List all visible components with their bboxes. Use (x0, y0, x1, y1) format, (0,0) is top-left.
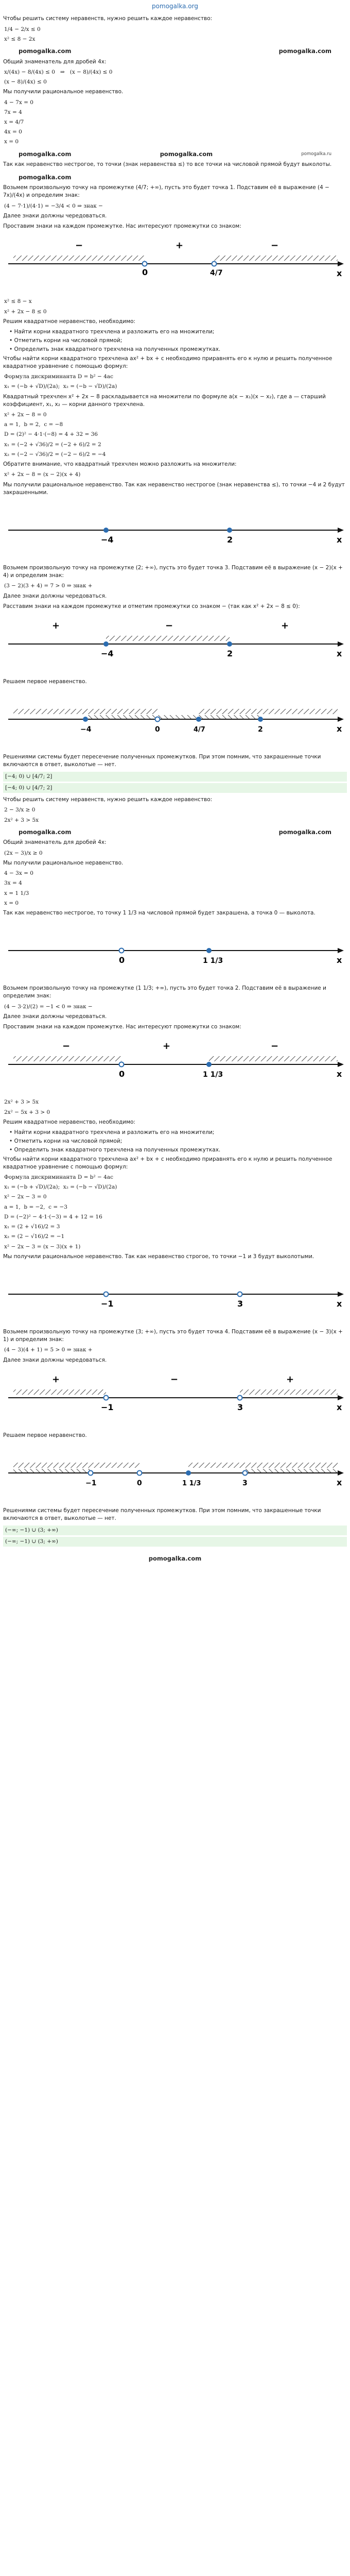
footer-watermark (3, 1550, 347, 1570)
watermark-row (3, 172, 347, 183)
sign-label: + (176, 240, 184, 251)
equation: x² + 2x − 8 = 0 (4, 411, 47, 418)
axis-arrow (338, 641, 344, 647)
answer: [−4; 0) ∪ [4/7; 2] (3, 772, 347, 782)
step-text: Чтобы найти корни квадратного трехчлена ax² + bx + c необходимо приравнять его к нулю и решить полученное квадратное уравнение с помощью формул: (3, 1156, 332, 1170)
number-line-1 (3, 233, 347, 294)
axis-arrow (338, 948, 344, 953)
step-text: Проставим знаки на каждом промежутке. Нас интересуют промежутки со знаком: (3, 223, 241, 230)
open-point (89, 1471, 93, 1476)
answer: (−∞; −1) ∪ (3; +∞) (3, 1537, 347, 1547)
watermark: pomogalka.com (160, 150, 213, 158)
filled-point (206, 948, 212, 953)
system-line-2: 2x² + 3 > 5x (4, 817, 39, 823)
hatch-region (85, 715, 260, 719)
point-label: 3 (237, 1402, 243, 1412)
number-line-4 (3, 688, 347, 749)
answer: [−4; 0) ∪ [4/7; 2] (3, 783, 347, 793)
point-label: 1 1/3 (203, 1071, 223, 1079)
equation: (4 − 3)(4 + 1) = 5 > 0 ⇒ знак + (4, 1347, 93, 1353)
axis-label: x (337, 724, 342, 734)
step-text: Далее знаки должны чередоваться. (3, 212, 107, 219)
watermark-row (3, 45, 347, 57)
equation: 7x = 4 (4, 109, 22, 115)
point-label: 0 (119, 955, 125, 965)
watermark: pomogalka.com (278, 828, 331, 836)
watermark: pomogalka.com (19, 47, 72, 55)
step-text: Решим квадратное неравенство, необходимо: (3, 318, 135, 325)
sign-label: + (281, 620, 289, 632)
equation: x² + 2x − 8 ≤ 0 (4, 308, 47, 315)
number-line-svg (3, 1367, 347, 1428)
step-text: Далее знаки должны чередоваться. (3, 1013, 107, 1020)
open-point (238, 1292, 242, 1297)
intro-text: Чтобы решить систему неравенств, нужно решить каждое неравенство: (3, 15, 213, 22)
step-text: Решим квадратное неравенство, необходимо: (3, 1118, 135, 1125)
step-text: Так как неравенство нестрогое, то точку 1 1/3 на числовой прямой будет закрашена, а точка 0 — выколота. (3, 909, 316, 916)
equation: 2x² − 5x + 3 > 0 (4, 1109, 50, 1115)
point-label: 0 (119, 1069, 125, 1079)
equation: (2x − 3)/x ≥ 0 (4, 850, 43, 856)
filled-point (103, 641, 109, 647)
number-line-svg (3, 688, 347, 749)
equation: x = 0 (4, 900, 19, 906)
hatch-region (13, 256, 145, 261)
watermark: pomogalka.com (19, 150, 72, 158)
step-text: Решаем первое неравенство. (3, 679, 87, 685)
number-line-9 (3, 1442, 347, 1503)
point-label: 4/7 (194, 726, 205, 734)
sign-label: − (75, 240, 83, 251)
step-text: Обратите внимание, что квадратный трехчлен можно разложить на множители: (3, 461, 237, 468)
point-label: 2 (227, 649, 233, 659)
bullet-item: • Определить знак квадратного трехчлена на полученных промежутках. (9, 1146, 347, 1154)
point-label: 3 (242, 1479, 248, 1488)
number-line-7 (3, 1263, 347, 1324)
system-line-1: 2 − 3/x ≥ 0 (4, 807, 36, 814)
point-label: 3 (237, 1299, 243, 1309)
hatch-region (106, 636, 230, 641)
point-label: 2 (258, 725, 263, 734)
sign-label: − (165, 620, 173, 632)
axis-arrow (338, 1062, 344, 1067)
axis-label: x (337, 534, 342, 545)
hatch-region (13, 709, 157, 714)
equation: (4 − 7·1)/(4·1) = −3/4 < 0 ⇒ знак − (4, 202, 103, 209)
equation: x² + 2x − 8 = (x − 2)(x + 4) (4, 471, 81, 478)
hatch-region (209, 1056, 338, 1061)
equation: x₁ = (−2 + √36)/2 = (−2 + 6)/2 = 2 (4, 441, 101, 448)
filled-point (258, 717, 263, 722)
hatch-region (245, 1469, 338, 1473)
point-label: −4 (101, 649, 114, 659)
filled-point (83, 717, 88, 722)
axis-arrow (338, 1470, 344, 1476)
formula: Формула дискриминанта D = b² − 4ac (4, 1174, 113, 1181)
sign-label: + (163, 1041, 171, 1052)
hatch-region (240, 1389, 338, 1395)
equation: (x − 8)/(4x) ≤ 0 (4, 79, 47, 86)
axis-arrow (338, 1292, 344, 1297)
axis-arrow (338, 1395, 344, 1400)
filled-point (206, 1062, 212, 1067)
bullet-item: • Отметить корни на числовой прямой; (9, 1138, 347, 1145)
hatch-region (13, 1389, 106, 1395)
bullet-item: • Определить знак квадратного трехчлена на полученных промежутках. (9, 346, 347, 353)
point-label: −4 (101, 534, 114, 545)
equation: D = (−2)² − 4·1·(−3) = 4 + 12 = 16 (4, 1213, 102, 1220)
equation: x² − 2x − 3 = 0 (4, 1194, 47, 1200)
formula: x₁ = (−b + √D)/(2a); x₂ = (−b − √D)/(2a) (4, 1184, 117, 1191)
watermark: pomogalka.com (148, 1554, 202, 1562)
equation: x₁ = (2 + √16)/2 = 3 (4, 1224, 60, 1230)
equation: (3 − 2)(3 + 4) = 7 > 0 ⇒ знак + (4, 583, 93, 589)
solution-part-2 (3, 796, 347, 1547)
point-label: 1 1/3 (182, 1480, 201, 1488)
open-point (137, 1471, 142, 1476)
step-text: Далее знаки должны чередоваться. (3, 1357, 107, 1363)
point-label: 2 (227, 534, 233, 545)
equation: x² ≤ 8 − x (4, 298, 32, 305)
hatch-region (188, 1463, 338, 1468)
equation: a = 1, b = 2, c = −8 (4, 421, 63, 428)
formula: x₁ = (−b + √D)/(2a); x₂ = (−b − √D)/(2a) (4, 383, 117, 390)
step-text: Общий знаменатель для дробей 4x: (3, 839, 107, 846)
system-line-2: x² ≤ 8 − 2x (4, 36, 36, 42)
step-text: Далее знаки должны чередоваться. (3, 592, 107, 599)
hatch-region (13, 1463, 139, 1468)
number-line-8 (3, 1367, 347, 1428)
sign-label: − (271, 1041, 279, 1052)
step-text: Возьмем произвольную точку на промежутке (2; +∞), пусть это будет точка 3. Подставим её в выражение (x − 2)(x + 4) и определим знак: (3, 564, 343, 579)
system-line-1: 1/4 − 2/x ≤ 0 (4, 26, 41, 32)
equation: (4 − 3·2)/(2) = −1 < 0 ⇒ знак − (4, 1003, 93, 1010)
sign-label: − (271, 240, 279, 251)
hatch-region (13, 1469, 91, 1473)
open-point (119, 948, 124, 953)
step-text: Квадратный трехчлен x² + 2x − 8 раскладывается на множители по формуле a(x − x₁)(x − x₂), где a — старший коэффициент, x₁, x₂ — корни данного трехчлена. (3, 393, 326, 408)
point-label: 4/7 (210, 269, 223, 278)
point-label: −4 (80, 725, 92, 734)
number-line-svg (3, 1263, 347, 1324)
bullet-item: • Отметить корни на числовой прямой; (9, 337, 347, 345)
filled-point (186, 1470, 191, 1476)
intro-text: Чтобы решить систему неравенств, нужно решить каждое неравенство: (3, 796, 213, 803)
sign-label: + (52, 1374, 60, 1385)
open-point (243, 1471, 248, 1476)
point-label: 0 (142, 267, 148, 278)
equation: x₂ = (2 − √16)/2 = −1 (4, 1233, 65, 1240)
step-text: Мы получили рациональное неравенство. Так как неравенство строгое, то точки −1 и 3 будут выколотыми. (3, 1253, 314, 1260)
sign-label: − (62, 1041, 71, 1052)
equation: 4 − 7x = 0 (4, 99, 33, 106)
axis-arrow (338, 261, 344, 266)
axis-label: x (337, 1299, 342, 1309)
hatch-region (199, 709, 338, 714)
equation: x² − 2x − 3 = (x − 3)(x + 1) (4, 1243, 81, 1250)
step-text: Решениями системы будет пересечение полученных промежутков. При этом помним, что закрашенные точки включаются в ответ, выколотые — нет. (3, 754, 321, 768)
equation: 4 − 3x = 0 (4, 870, 33, 877)
step-text: Проставим знаки на каждом промежутке. Нас интересуют промежутки со знаком: (3, 1024, 241, 1030)
number-line-svg (3, 233, 347, 294)
watermark: pomogalka.com (278, 47, 331, 55)
axis-label: x (337, 649, 342, 659)
watermark-row (3, 826, 347, 838)
number-line-svg (3, 613, 347, 674)
watermark-small: pomogalka.ru (301, 151, 331, 157)
open-point (155, 717, 160, 722)
step-text: Возьмем произвольную точку на промежутке (1 1/3; +∞), пусть это будет точка 2. Подставим её в выражение и определим знак: (3, 985, 326, 999)
axis-arrow (338, 717, 344, 722)
point-label: 0 (155, 725, 160, 734)
step-text: Мы получили рациональное неравенство. (3, 89, 124, 95)
point-label: −1 (101, 1402, 114, 1412)
watermark-row (3, 148, 347, 160)
solution-part-1 (3, 15, 347, 793)
point-label: 1 1/3 (203, 957, 223, 965)
step-text: Решаем первое неравенство. (3, 1432, 87, 1438)
number-line-2 (3, 499, 347, 560)
sign-label: + (286, 1374, 294, 1385)
sign-label: − (170, 1374, 179, 1385)
step-text: Расставим знаки на каждом промежутке и отметим промежутки со знаком − (так как x² + 2x − 8 ≤ 0): (3, 603, 300, 609)
axis-label: x (337, 1402, 342, 1412)
equation: x/(4x) − 8/(4x) ≤ 0 ⇒ (x − 8)/(4x) ≤ 0 (4, 69, 113, 75)
number-line-3 (3, 613, 347, 674)
point-label: 0 (137, 1479, 142, 1488)
axis-arrow (338, 528, 344, 533)
equation: x = 0 (4, 139, 19, 145)
axis-label: x (337, 268, 342, 279)
equation: 4x = 0 (4, 129, 22, 135)
filled-point (103, 528, 109, 533)
point-label: −1 (101, 1299, 114, 1309)
open-point (143, 262, 147, 266)
open-point (212, 262, 217, 266)
open-point (238, 1395, 242, 1400)
hatch-region (13, 1056, 121, 1061)
sign-label: + (52, 620, 60, 632)
equation: x = 4/7 (4, 119, 24, 126)
number-line-svg (3, 1442, 347, 1503)
number-line-svg (3, 920, 347, 980)
filled-point (227, 528, 232, 533)
number-line-5 (3, 920, 347, 980)
step-text: Возьмем произвольную точку на промежутке (3; +∞), пусть это будет точка 4. Подставим её в выражение (x − 3)(x + 1) и определим знак: (3, 1329, 343, 1343)
watermark: pomogalka.com (19, 173, 72, 181)
step-text: Общий знаменатель для дробей 4x: (3, 58, 107, 65)
step-text: Так как неравенство нестрогое, то точки (знак неравенства ≤) то все точки на числовой прямой будут выколоты. (3, 161, 332, 168)
watermark: pomogalka.com (19, 828, 72, 836)
equation: a = 1, b = −2, c = −3 (4, 1204, 67, 1210)
step-text: Мы получили рациональное неравенство. Так как неравенство нестрогое (знак неравенства ≤), то точки −4 и 2 будут закрашенными. (3, 481, 345, 496)
axis-label: x (337, 1069, 342, 1079)
step-text: Возьмем произвольную точку на промежутке (4/7; +∞), пусть это будет точка 1. Подставим её в выражение (4 − 7x)/(4x) и определим знак: (3, 184, 329, 199)
bullet-item: • Найти корни квадратного трехчлена и разложить его на множители; (9, 328, 347, 336)
filled-point (196, 717, 201, 722)
axis-label: x (337, 1478, 342, 1488)
filled-point (227, 641, 232, 647)
open-point (119, 1062, 124, 1067)
formula: Формула дискриминанта D = b² − 4ac (4, 374, 113, 380)
equation: 3x = 4 (4, 880, 22, 887)
point-label: −1 (85, 1479, 97, 1488)
number-line-svg (3, 499, 347, 560)
step-text: Решениями системы будет пересечение полученных промежутков. При этом помним, что закрашенные точки включаются в ответ, выколотые — нет. (3, 1507, 321, 1522)
equation: D = (2)² − 4·1·(−8) = 4 + 32 = 36 (4, 431, 98, 438)
open-point (104, 1395, 109, 1400)
equation: x₂ = (−2 − √36)/2 = (−2 − 6)/2 = −4 (4, 451, 106, 457)
equation: 2x² + 3 > 5x (4, 1099, 39, 1106)
site-header (3, 0, 347, 14)
site-link[interactable]: pomogalka.org (152, 3, 198, 10)
number-line-6 (3, 1033, 347, 1094)
number-line-svg (3, 1033, 347, 1094)
hatch-region (214, 256, 338, 261)
axis-label: x (337, 955, 342, 965)
answer: (−∞; −1) ∪ (3; +∞) (3, 1526, 347, 1535)
open-point (104, 1292, 109, 1297)
step-text: Мы получили рациональное неравенство. (3, 859, 124, 866)
equation: x = 1 1/3 (4, 890, 29, 896)
bullet-item: • Найти корни квадратного трехчлена и разложить его на множители; (9, 1129, 347, 1137)
step-text: Чтобы найти корни квадратного трехчлена ax² + bx + c необходимо приравнять его к нулю и решить полученное квадратное уравнение с помощью формул: (3, 355, 332, 369)
